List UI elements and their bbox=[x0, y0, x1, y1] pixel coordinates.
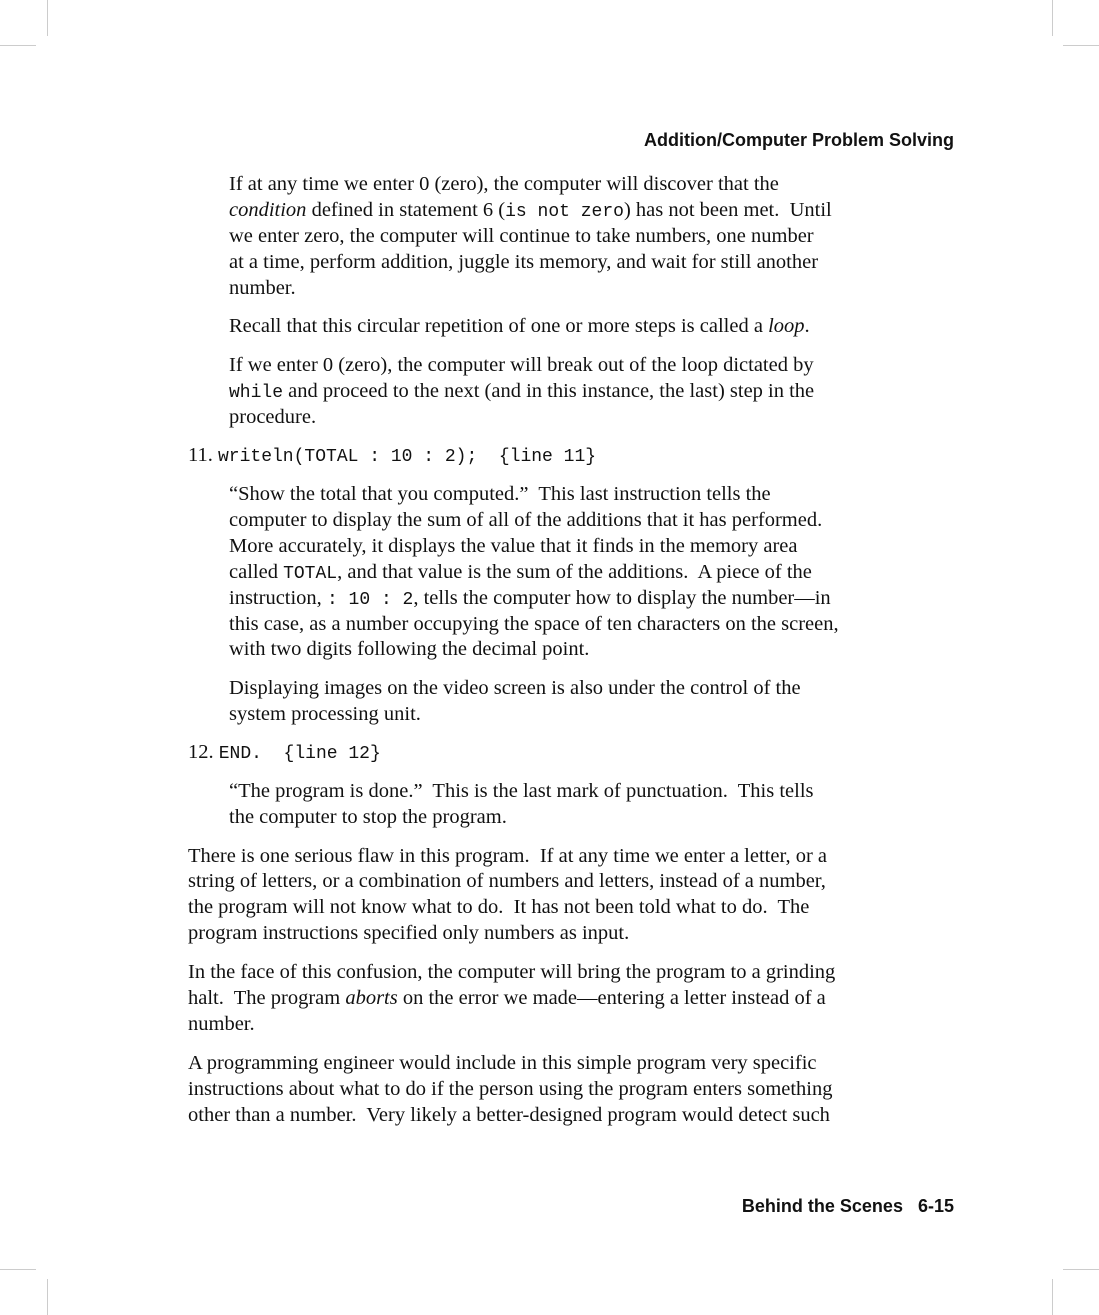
text-line bbox=[229, 481, 771, 507]
text-run: Recall that this circular repetition of one or more steps is called a bbox=[229, 315, 769, 337]
text-line bbox=[229, 171, 779, 197]
text-line bbox=[229, 636, 589, 662]
text-line bbox=[229, 352, 814, 378]
text-run: computer to display the sum of all of the additions that it has performed. bbox=[229, 509, 823, 531]
footer-section: Behind the Scenes bbox=[741, 1196, 903, 1216]
emphasis-text: condition bbox=[229, 199, 307, 221]
text-run: number. bbox=[229, 277, 296, 299]
text-run: “Show the total that you computed.” This last instruction tells the bbox=[229, 483, 771, 505]
text-line bbox=[188, 1011, 255, 1037]
text-run: halt. The program bbox=[188, 987, 346, 1009]
text-run: 12. bbox=[188, 741, 219, 763]
emphasis-text: loop bbox=[768, 315, 805, 337]
text-line bbox=[188, 985, 826, 1011]
text-line bbox=[188, 920, 629, 946]
text-run: on the error we made—entering a letter instead of a bbox=[397, 987, 826, 1009]
text-line bbox=[229, 585, 831, 611]
page-footer bbox=[742, 1196, 954, 1217]
code-text: while bbox=[229, 383, 284, 403]
text-run: procedure. bbox=[229, 406, 317, 428]
emphasis-text: aborts bbox=[345, 987, 398, 1009]
text-line bbox=[229, 507, 822, 533]
text-line bbox=[188, 1102, 830, 1128]
text-run: If at any time we enter 0 (zero), the computer will discover that the bbox=[229, 173, 779, 195]
text-run: More accurately, it displays the value that it finds in the memory area bbox=[229, 535, 798, 557]
text-run: , tells the computer how to display the number—in bbox=[413, 587, 831, 609]
text-line bbox=[229, 275, 296, 301]
code-text: END. {line 12} bbox=[218, 744, 381, 764]
text-line bbox=[229, 559, 812, 585]
crop-mark bbox=[47, 1279, 48, 1315]
text-line bbox=[229, 701, 421, 727]
crop-mark bbox=[1063, 1269, 1099, 1270]
text-line bbox=[229, 533, 798, 559]
text-line bbox=[188, 843, 827, 869]
text-run: instructions about what to do if the person using the program enters something bbox=[188, 1078, 833, 1100]
text-line bbox=[229, 611, 839, 637]
text-run: There is one serious flaw in this program. If at any time we enter a letter, or a bbox=[188, 845, 828, 867]
crop-mark bbox=[47, 0, 48, 36]
text-run: we enter zero, the computer will continue to take numbers, one number bbox=[229, 225, 814, 247]
crop-mark bbox=[1052, 0, 1053, 36]
text-run: Displaying images on the video screen is also under the control of the bbox=[229, 677, 801, 699]
text-run: , and that value is the sum of the additions. A piece of the bbox=[337, 561, 812, 583]
text-line bbox=[188, 739, 381, 765]
text-line bbox=[188, 1050, 817, 1076]
text-run: instruction, bbox=[229, 587, 327, 609]
text-run: number. bbox=[188, 1013, 255, 1035]
text-run: with two digits following the decimal point. bbox=[229, 638, 590, 660]
text-line bbox=[188, 1076, 833, 1102]
text-run: the program will not know what to do. It has not been told what to do. The bbox=[188, 896, 810, 918]
text-line bbox=[229, 804, 507, 830]
code-text: : 10 : 2 bbox=[326, 590, 414, 610]
text-run: and proceed to the next (and in this instance, the last) step in the bbox=[283, 380, 815, 402]
text-line bbox=[229, 223, 814, 249]
crop-mark bbox=[0, 1269, 36, 1270]
code-text: TOTAL bbox=[283, 564, 338, 584]
text-run: this case, as a number occupying the space of ten characters on the screen, bbox=[229, 613, 839, 635]
text-line bbox=[229, 197, 832, 223]
text-run: program instructions specified only numbers as input. bbox=[188, 922, 630, 944]
text-run: A programming engineer would include in this simple program very specific bbox=[188, 1052, 817, 1074]
text-line bbox=[188, 894, 809, 920]
crop-mark bbox=[1063, 45, 1099, 46]
text-run: the computer to stop the program. bbox=[229, 806, 507, 828]
text-line bbox=[229, 313, 810, 339]
text-run: defined in statement 6 ( bbox=[306, 199, 506, 221]
text-line bbox=[188, 959, 835, 985]
code-text: is not zero bbox=[505, 202, 624, 222]
text-run: . bbox=[804, 315, 810, 337]
text-run: ) has not been met. Until bbox=[623, 199, 832, 221]
text-run: at a time, perform addition, juggle its memory, and wait for still another bbox=[229, 251, 819, 273]
page-number: 6-15 bbox=[917, 1196, 954, 1216]
text-run: If we enter 0 (zero), the computer will break out of the loop dictated by bbox=[229, 354, 814, 376]
text-line bbox=[229, 778, 814, 804]
text-line bbox=[229, 675, 801, 701]
text-line bbox=[229, 404, 316, 430]
text-run: “The program is done.” This is the last mark of punctuation. This tells bbox=[229, 780, 814, 802]
text-run: In the face of this confusion, the computer will bring the program to a grinding bbox=[188, 961, 836, 983]
text-run: system processing unit. bbox=[229, 703, 421, 725]
text-run: 11. bbox=[188, 444, 218, 466]
text-run: other than a number. Very likely a better-designed program would detect such bbox=[188, 1104, 830, 1126]
running-head: Addition/Computer Problem Solving bbox=[644, 130, 954, 150]
crop-mark bbox=[1052, 1279, 1053, 1315]
text-run: called bbox=[229, 561, 284, 583]
text-run: string of letters, or a combination of numbers and letters, instead of a number, bbox=[188, 870, 826, 892]
crop-mark bbox=[0, 45, 36, 46]
text-line bbox=[229, 378, 814, 404]
text-line bbox=[188, 442, 596, 468]
code-text: writeln(TOTAL : 10 : 2); {line 11} bbox=[218, 447, 597, 467]
text-line bbox=[188, 868, 826, 894]
text-line bbox=[229, 249, 818, 275]
